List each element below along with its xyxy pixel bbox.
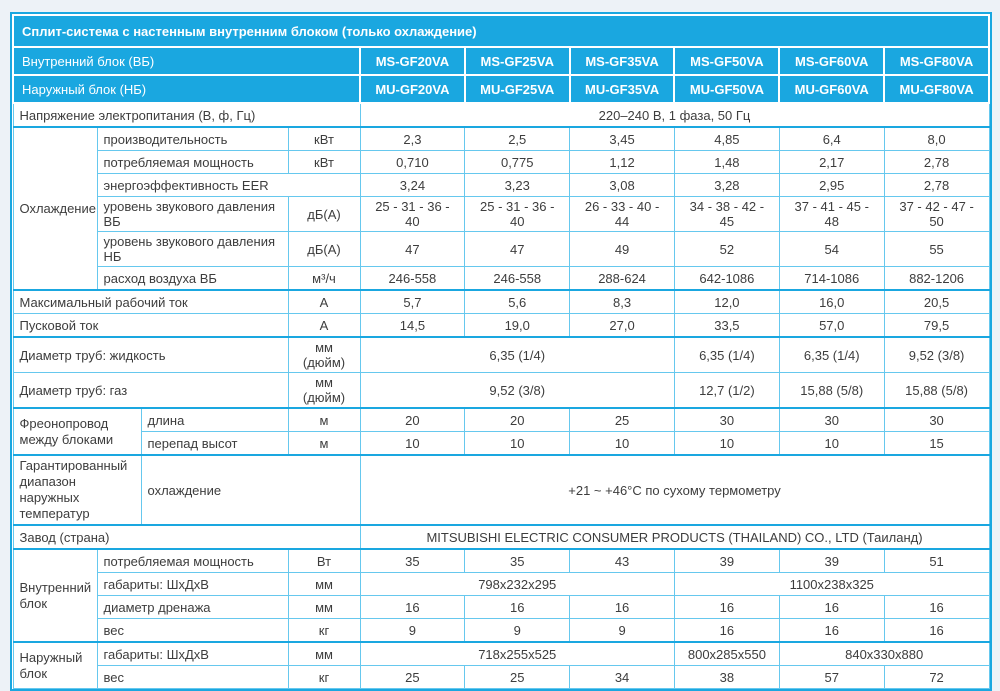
group-label: Охлаждение [13, 127, 97, 290]
value-cell: 16 [674, 596, 779, 619]
row-label: Максимальный рабочий ток [13, 290, 288, 314]
value-cell: 16 [884, 596, 989, 619]
unit-cell: кг [288, 619, 360, 643]
value-cell: 16 [779, 596, 884, 619]
value-cell: 5,6 [465, 290, 570, 314]
table-row [13, 197, 989, 232]
table-row [13, 290, 989, 314]
value-cell: 16,0 [779, 290, 884, 314]
group-label: Наружный блок [13, 642, 97, 689]
value-cell: 9,52 (3/8) [884, 337, 989, 373]
value-cell: 3,45 [570, 127, 675, 151]
value-cell: 5,7 [360, 290, 465, 314]
row-label: вес [97, 619, 288, 643]
table-row [13, 267, 989, 291]
value-cell: 9 [360, 619, 465, 643]
unit-cell: мм (дюйм) [288, 373, 360, 409]
row-label: расход воздуха ВБ [97, 267, 288, 291]
model-cell: MS-GF25VA [465, 47, 570, 75]
value-cell: 15,88 (5/8) [884, 373, 989, 409]
row-label: производительность [97, 127, 288, 151]
unit-cell: кг [288, 666, 360, 689]
table-row [13, 573, 989, 596]
value-cell: 12,7 (1/2) [674, 373, 779, 409]
value-cell: 54 [779, 232, 884, 267]
row-label: охлаждение [141, 455, 360, 525]
table-row [13, 151, 989, 174]
value-cell: 25 - 31 - 36 - 40 [465, 197, 570, 232]
value-cell: 9 [465, 619, 570, 643]
row-label: длина [141, 408, 288, 432]
group-label: Внутренний блок [13, 549, 97, 642]
value-cell: 1,48 [674, 151, 779, 174]
model-cell: MU-GF35VA [570, 75, 675, 103]
value-cell: 16 [465, 596, 570, 619]
row-label: уровень звукового давления НБ [97, 232, 288, 267]
row-label: вес [97, 666, 288, 689]
unit-cell: мм [288, 642, 360, 666]
value-cell: 57,0 [779, 314, 884, 338]
value-cell: 16 [360, 596, 465, 619]
value-cell: 9 [570, 619, 675, 643]
row-label: потребляемая мощность [97, 549, 288, 573]
value-cell: 30 [884, 408, 989, 432]
unit-cell: мм (дюйм) [288, 337, 360, 373]
value-cell: 72 [884, 666, 989, 689]
value-cell: 20,5 [884, 290, 989, 314]
value-cell: 16 [779, 619, 884, 643]
row-label: Пусковой ток [13, 314, 288, 338]
value-cell: 714-1086 [779, 267, 884, 291]
table-row [13, 75, 989, 103]
value-cell: 9,52 (3/8) [360, 373, 674, 409]
row-label: потребляемая мощность [97, 151, 288, 174]
table-row [13, 525, 989, 549]
value-cell: 38 [674, 666, 779, 689]
value-cell: 19,0 [465, 314, 570, 338]
table-row [13, 232, 989, 267]
value-cell: 15 [884, 432, 989, 456]
spec-table [12, 14, 990, 689]
table-row [13, 596, 989, 619]
value-cell: 2,17 [779, 151, 884, 174]
value-cell: 800x285x550 [674, 642, 779, 666]
table-row [13, 174, 989, 197]
model-cell: MU-GF25VA [465, 75, 570, 103]
model-cell: MS-GF35VA [570, 47, 675, 75]
value-cell: 246-558 [465, 267, 570, 291]
value-cell: 35 [465, 549, 570, 573]
value-cell: 6,4 [779, 127, 884, 151]
unit-cell: кВт [288, 151, 360, 174]
table-row [13, 103, 989, 127]
model-cell: MS-GF80VA [884, 47, 989, 75]
value-cell: 8,0 [884, 127, 989, 151]
table-row [13, 666, 989, 689]
unit-cell: м [288, 432, 360, 456]
row-label: энергоэффективность EER [97, 174, 360, 197]
table-row [13, 15, 989, 47]
value-cell: 51 [884, 549, 989, 573]
model-cell: MS-GF20VA [360, 47, 465, 75]
value-cell: 35 [360, 549, 465, 573]
row-label: габариты: ШхДхВ [97, 642, 288, 666]
value-cell: 10 [465, 432, 570, 456]
value-cell: 220–240 В, 1 фаза, 50 Гц [360, 103, 989, 127]
value-cell: MITSUBISHI ELECTRIC CONSUMER PRODUCTS (THAILAND) CO., LTD (Таиланд) [360, 525, 989, 549]
value-cell: 15,88 (5/8) [779, 373, 884, 409]
value-cell: 25 - 31 - 36 - 40 [360, 197, 465, 232]
value-cell: 10 [570, 432, 675, 456]
row-label: уровень звукового давления ВБ [97, 197, 288, 232]
table-row [13, 47, 989, 75]
unit-cell: дБ(А) [288, 232, 360, 267]
value-cell: 47 [465, 232, 570, 267]
table-row [13, 337, 989, 373]
value-cell: 16 [570, 596, 675, 619]
value-cell: 0,710 [360, 151, 465, 174]
unit-cell: А [288, 314, 360, 338]
group-label: Гарантированный диапазон наружных температур [13, 455, 141, 525]
unit-cell: А [288, 290, 360, 314]
value-cell: 33,5 [674, 314, 779, 338]
value-cell: 2,3 [360, 127, 465, 151]
group-label: Фреонопровод между блоками [13, 408, 141, 455]
value-cell: 718x255x525 [360, 642, 674, 666]
value-cell: 14,5 [360, 314, 465, 338]
value-cell: 6,35 (1/4) [674, 337, 779, 373]
value-cell: +21 ~ +46°C по сухому термометру [360, 455, 989, 525]
value-cell: 642-1086 [674, 267, 779, 291]
value-cell: 10 [360, 432, 465, 456]
value-cell: 26 - 33 - 40 - 44 [570, 197, 675, 232]
unit-cell: Вт [288, 549, 360, 573]
row-label: Напряжение электропитания (В, ф, Гц) [13, 103, 360, 127]
table-row [13, 127, 989, 151]
value-cell: 16 [674, 619, 779, 643]
value-cell: 39 [674, 549, 779, 573]
table-row [13, 314, 989, 338]
value-cell: 8,3 [570, 290, 675, 314]
model-cell: MU-GF60VA [779, 75, 884, 103]
value-cell: 30 [779, 408, 884, 432]
value-cell: 57 [779, 666, 884, 689]
value-cell: 55 [884, 232, 989, 267]
value-cell: 6,35 (1/4) [360, 337, 674, 373]
row-label: Завод (страна) [13, 525, 360, 549]
value-cell: 3,23 [465, 174, 570, 197]
value-cell: 288-624 [570, 267, 675, 291]
value-cell: 39 [779, 549, 884, 573]
model-cell: MU-GF20VA [360, 75, 465, 103]
value-cell: 10 [779, 432, 884, 456]
unit-cell: мм [288, 596, 360, 619]
value-cell: 1100x238x325 [674, 573, 989, 596]
value-cell: 25 [360, 666, 465, 689]
value-cell: 25 [570, 408, 675, 432]
value-cell: 2,78 [884, 151, 989, 174]
indoor-unit-header-label: Внутренний блок (ВБ) [13, 47, 360, 75]
value-cell: 246-558 [360, 267, 465, 291]
unit-cell: м [288, 408, 360, 432]
value-cell: 20 [360, 408, 465, 432]
value-cell: 16 [884, 619, 989, 643]
unit-cell: мм [288, 573, 360, 596]
value-cell: 34 - 38 - 42 - 45 [674, 197, 779, 232]
unit-cell: кВт [288, 127, 360, 151]
model-cell: MS-GF50VA [674, 47, 779, 75]
value-cell: 43 [570, 549, 675, 573]
value-cell: 3,08 [570, 174, 675, 197]
value-cell: 3,24 [360, 174, 465, 197]
table-row [13, 408, 989, 432]
value-cell: 79,5 [884, 314, 989, 338]
unit-cell: дБ(А) [288, 197, 360, 232]
value-cell: 3,28 [674, 174, 779, 197]
value-cell: 34 [570, 666, 675, 689]
outdoor-unit-header-label: Наружный блок (НБ) [13, 75, 360, 103]
table-row [13, 373, 989, 409]
value-cell: 882-1206 [884, 267, 989, 291]
value-cell: 27,0 [570, 314, 675, 338]
value-cell: 52 [674, 232, 779, 267]
value-cell: 798x232x295 [360, 573, 674, 596]
row-label: перепад высот [141, 432, 288, 456]
table-title: Сплит-система с настенным внутренним блоком (только охлаждение) [13, 15, 989, 47]
value-cell: 37 - 42 - 47 - 50 [884, 197, 989, 232]
value-cell: 30 [674, 408, 779, 432]
model-cell: MU-GF50VA [674, 75, 779, 103]
value-cell: 1,12 [570, 151, 675, 174]
value-cell: 2,78 [884, 174, 989, 197]
value-cell: 25 [465, 666, 570, 689]
value-cell: 0,775 [465, 151, 570, 174]
model-cell: MU-GF80VA [884, 75, 989, 103]
row-label: Диаметр труб: газ [13, 373, 288, 409]
model-cell: MS-GF60VA [779, 47, 884, 75]
value-cell: 4,85 [674, 127, 779, 151]
value-cell: 840x330x880 [779, 642, 989, 666]
table-row [13, 432, 989, 456]
value-cell: 37 - 41 - 45 - 48 [779, 197, 884, 232]
row-label: диаметр дренажа [97, 596, 288, 619]
table-row [13, 549, 989, 573]
value-cell: 2,95 [779, 174, 884, 197]
value-cell: 2,5 [465, 127, 570, 151]
value-cell: 6,35 (1/4) [779, 337, 884, 373]
table-row [13, 642, 989, 666]
unit-cell: м³/ч [288, 267, 360, 291]
value-cell: 20 [465, 408, 570, 432]
value-cell: 10 [674, 432, 779, 456]
value-cell: 49 [570, 232, 675, 267]
table-row [13, 619, 989, 643]
value-cell: 47 [360, 232, 465, 267]
table-row [13, 455, 989, 525]
spec-table-container [10, 12, 992, 691]
row-label: габариты: ШхДхВ [97, 573, 288, 596]
row-label: Диаметр труб: жидкость [13, 337, 288, 373]
value-cell: 12,0 [674, 290, 779, 314]
